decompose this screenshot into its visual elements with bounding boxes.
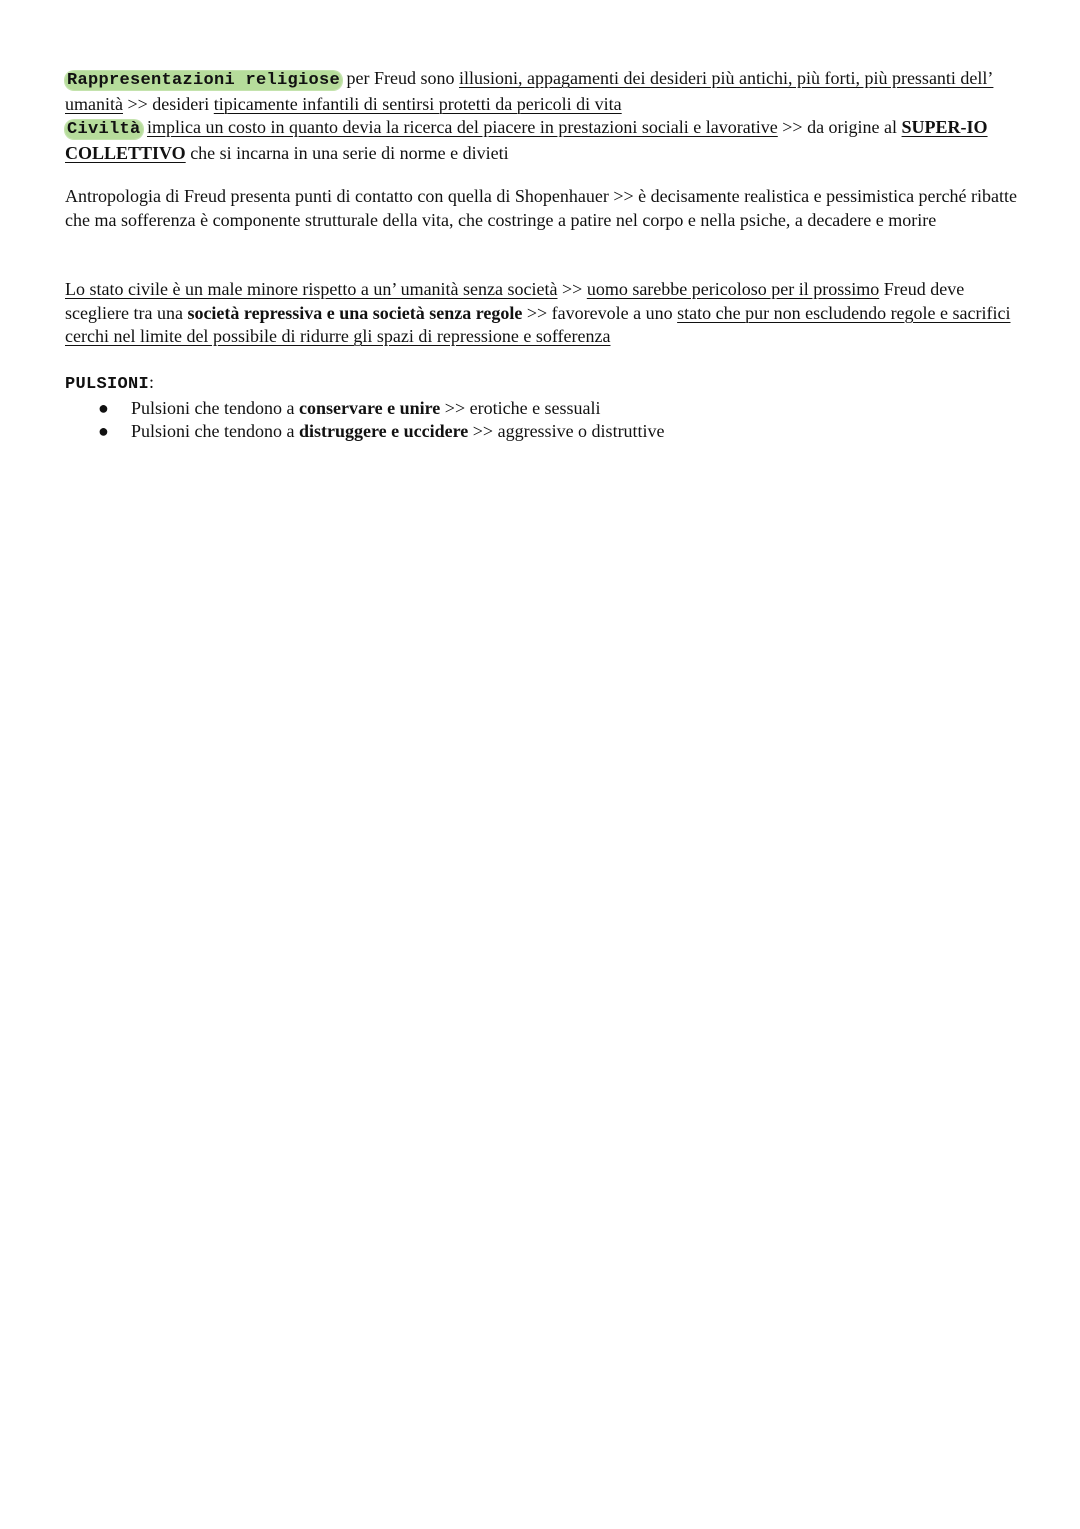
underlined-text: implica un costo in quanto devia la ricerca del piacere in prestazioni sociali e lavorative (147, 117, 778, 137)
paragraph-anthropology (65, 185, 1025, 232)
text-span: >> da origine al (777, 117, 902, 137)
anthropology-text: Antropologia di Freud presenta punti di contatto con quella di Shopenhauer >> è decisamente realistica e pessimistica perché ribatte che ma sofferenza è componente strutturale della vita, che costringe a patire nel corpo e nella psiche, a decadere e morire (65, 186, 1017, 230)
text-span: >> aggressive o distruttive (468, 421, 665, 441)
text-span: Freud deve scegliere tra una (65, 279, 965, 323)
section-pulsioni (65, 371, 1025, 444)
bold-text: società repressiva e una società senza regole (187, 302, 523, 323)
text-span: Pulsioni che tendono a (131, 397, 299, 418)
underlined-text: tipicamente infantili di sentirsi protetti da pericoli di vita (213, 93, 622, 114)
bullet-icon: ● (98, 421, 109, 441)
underlined-text: uomo sarebbe pericoloso per il prossimo (586, 279, 880, 299)
religion-sentence (65, 67, 1025, 116)
heading-colon: : (149, 372, 155, 392)
highlighted-term-religious-representations: Rappresentazioni religiose (67, 71, 341, 90)
list-item (65, 397, 1025, 421)
bold-text: conservare e unire (298, 397, 441, 418)
civil-state-text (65, 278, 1025, 349)
text-span: per Freud sono (342, 68, 460, 88)
highlighted-term-civilization: Civiltà (67, 120, 141, 139)
bold-text: distruggere e uccidere (298, 421, 469, 441)
bold-term-super-io: SUPER-IO COLLETTIVO (65, 117, 988, 163)
underlined-text: illusioni, appagamenti dei desideri più antichi, più forti, più pressanti dell’ umanità (65, 68, 994, 114)
paragraph-civil-state (65, 278, 1025, 349)
underlined-text: stato che pur non escludendo regole e sacrifici cerchi nel limite del possibile di ridurre gli spazi di repressione e sofferenza (65, 302, 1011, 346)
pulsioni-list (65, 397, 1025, 444)
underlined-text: Lo stato civile è un male minore rispetto a un’ umanità senza società (65, 279, 558, 299)
text-span: >> (557, 279, 587, 299)
pulsioni-heading-text: PULSIONI (65, 375, 150, 394)
text-span: che si incarna in una serie di norme e divieti (185, 142, 509, 163)
text-span: Pulsioni che tendono a (131, 421, 299, 441)
text-span: >> favorevole a uno (522, 302, 678, 323)
text-span: >> desideri (122, 93, 214, 114)
civilization-sentence (65, 116, 1025, 165)
bullet-icon: ● (98, 397, 109, 418)
text-span: >> erotiche e sessuali (440, 397, 601, 418)
list-item (65, 420, 1025, 444)
pulsioni-heading (65, 371, 1025, 397)
paragraph-religion-civilization (65, 67, 1025, 165)
